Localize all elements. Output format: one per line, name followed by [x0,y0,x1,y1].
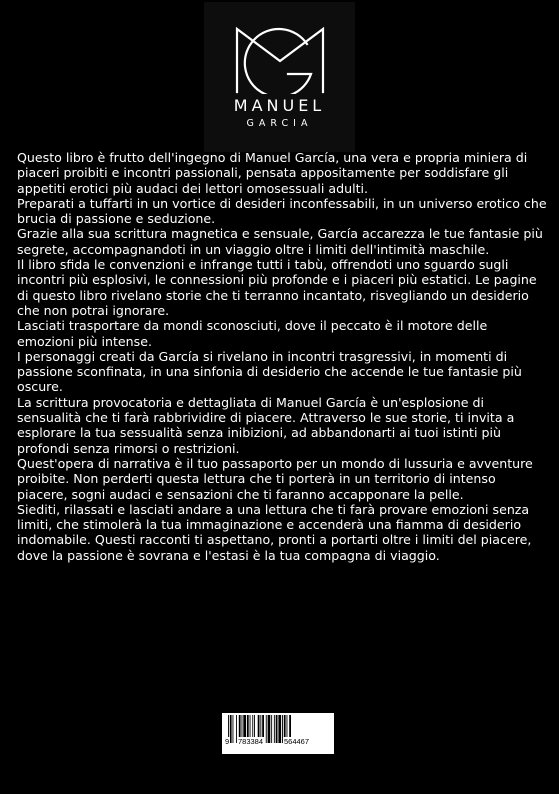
blurb-paragraph: Questo libro è frutto dell'ingegno di Manuel García, una vera e propria miniera di piaceri proibiti e incontri passionali, pensata appositamente per soddisfare gli appetiti erotici più audaci dei lettori omosessuali adulti. [17,150,528,196]
blurb-paragraph: Quest'opera di narrativa è il tuo passaporto per un mondo di lussuria e avventure proibite. Non perderti questa lettura che ti porterà in un territorio di intenso piacere, sogni audaci e sensazioni che ti faranno accapponare la pelle. [17,455,533,502]
blurb-paragraph: Grazie alla sua scrittura magnetica e sensuale, García accarezza le tue fantasie più segrete, accompagnandoti in un viaggio oltre i limiti dell'intimità maschile. [17,226,543,257]
barcode-digits-right: 564467 [284,737,310,746]
back-cover-blurb [17,150,547,563]
blurb-paragraph: I personaggi creati da García si rivelano in incontri trasgressivi, in momenti di passione sconfinata, in una sinfonia di desiderio che accende le tue fantasie più oscure. [17,348,522,395]
author-logo [204,2,355,152]
blurb-paragraph: Preparati a tuffarti in un vortice di desideri inconfessabili, in un universo erotico che brucia di passione e seduzione. [17,195,547,227]
blurb-paragraph: La scrittura provocatoria e dettagliata di Manuel García è un'esplosione di sensualità che ti farà rabbrividire di piacere. Attraverso le sue storie, ti invita a esplorare la tua sessualità senza inibizioni, ad abbandonarti ai tuoi istinti più profondi senza rimorsi o restrizioni. [17,394,515,456]
blurb-paragraph: Lasciati trasportare da mondi sconosciuti, dove il peccato è il motore delle emozioni più intense. [17,318,488,349]
blurb-paragraph: Siediti, rilassati e lasciati andare a una lettura che ti farà provare emozioni senza limiti, che stimolerà la tua immaginazione e accenderà una fiamma di desiderio indomabile. Questi racconti ti aspettano, pronti a portarti oltre i limiti del piacere, dove la passione è sovrana e l'estasi è la tua compagna di viaggio. [17,501,532,563]
brand-subname: GARCIA [246,118,313,129]
brand-name: MANUEL [233,96,326,115]
blurb-paragraph: Il libro sfida le convenzioni e infrange tutti i tabù, offrendoti uno sguardo sugli incontri più esplosivi, le connessioni più profonde e i piaceri più estatici. Le pagine di questo libro rivelano storie che ti terranno incantato, risvegliando un desiderio che non potrai ignorare. [17,257,537,318]
barcode-digits-left: 783384 [238,737,264,746]
isbn-barcode [222,713,334,754]
mg-monogram-icon [233,26,327,94]
barcode-digit-first: 9 [225,737,230,746]
